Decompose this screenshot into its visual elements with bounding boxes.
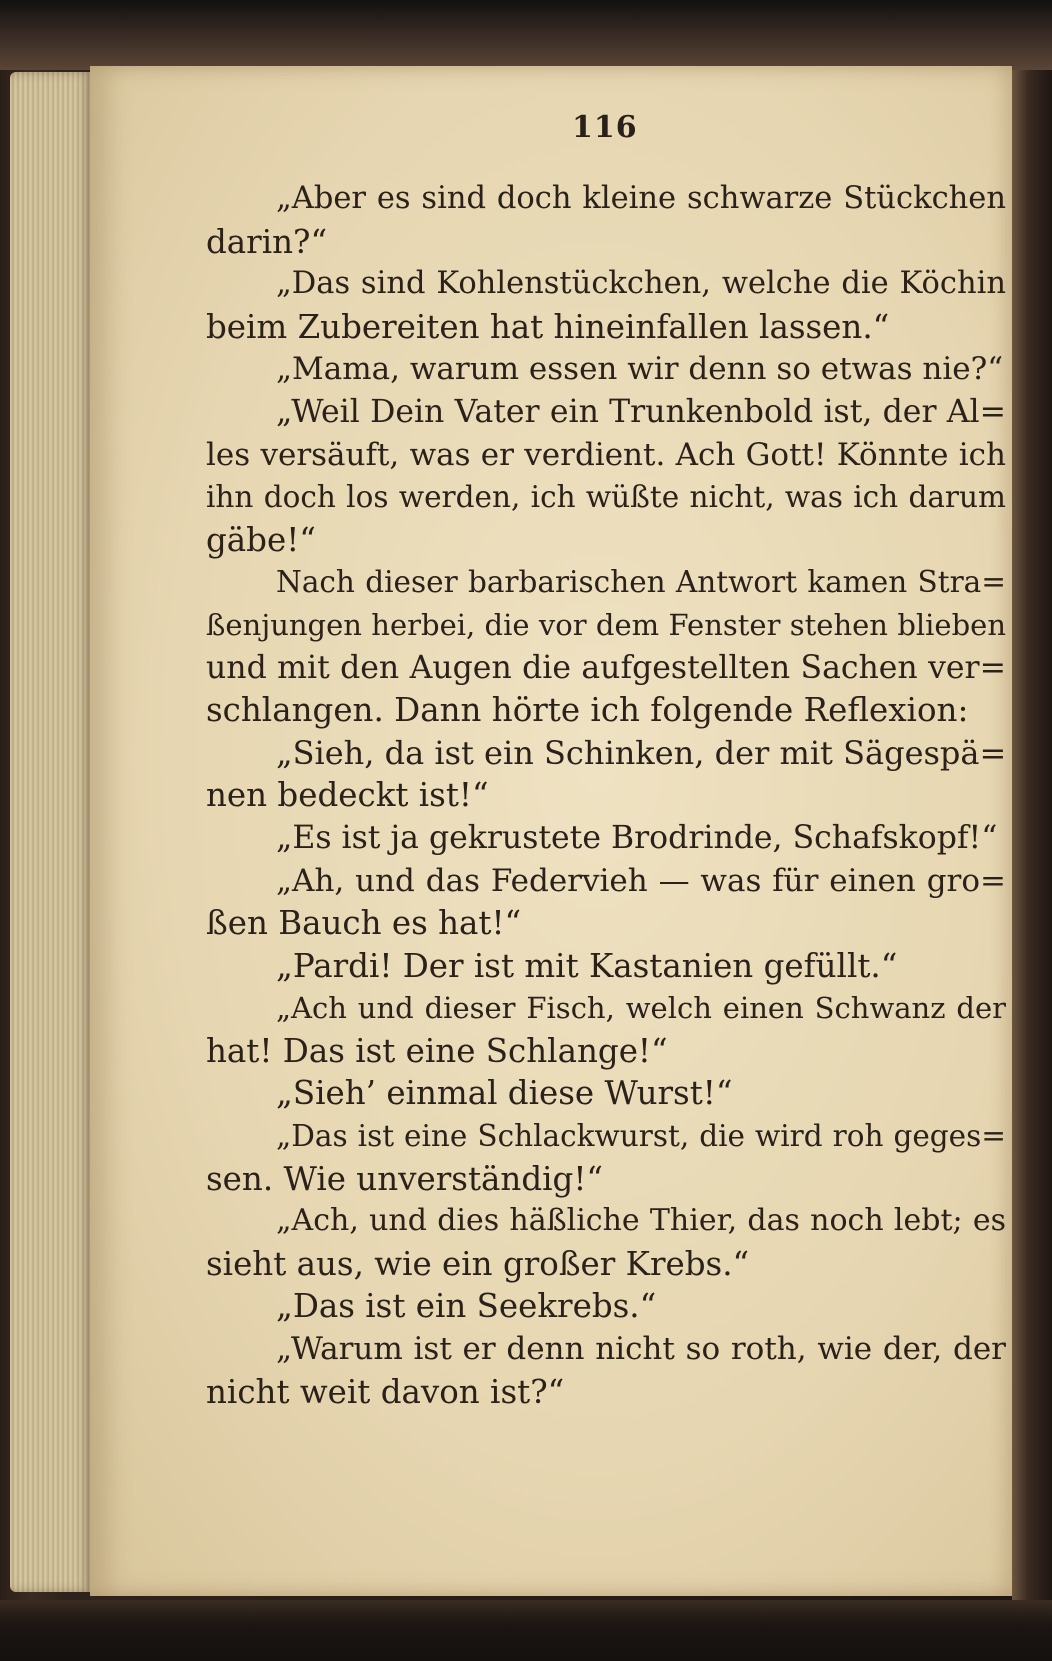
text-line: sen. Wie unverständig!“ — [206, 1159, 604, 1198]
text-line: „Ach, und dies häßliche Thier, das noch lebt; es — [276, 1203, 1006, 1239]
text-line: „Pardi! Der ist mit Kastanien gefüllt.“ — [276, 946, 898, 985]
text-line: hat! Das ist eine Schlange!“ — [206, 1031, 668, 1070]
text-line: „Das ist eine Schlackwurst, die wird roh geges= — [276, 1119, 1006, 1154]
text-line: Nach dieser barbarischen Antwort kamen Stra= — [276, 565, 1006, 600]
text-line: „Das sind Kohlenstückchen, welche die Köchin — [276, 266, 1006, 302]
text-line: „Das ist ein Seekrebs.“ — [276, 1287, 657, 1326]
text-line: gäbe!“ — [206, 520, 316, 559]
text-line: beim Zubereiten hat hineinfallen lassen.“ — [206, 307, 890, 346]
text-line: ßen Bauch es hat!“ — [206, 904, 522, 943]
page-body-text — [206, 178, 1006, 1413]
text-line: „Sieh, da ist ein Schinken, der mit Sägespä= — [276, 733, 1007, 772]
book-cover-top-edge — [0, 0, 1052, 70]
text-line: und mit den Augen die aufgestellten Sachen ver= — [206, 649, 1006, 686]
text-line: ihn doch los werden, ich wüßte nicht, was ich darum — [206, 480, 1006, 515]
text-line: „Weil Dein Vater ein Trunkenbold ist, der Al= — [276, 393, 1006, 430]
page-right-edge — [1012, 70, 1052, 1600]
text-line: „Mama, warum essen wir denn so etwas nie?“ — [276, 351, 1004, 388]
text-line: sieht aus, wie ein großer Krebs.“ — [206, 1244, 750, 1283]
text-line: les versäuft, was er verdient. Ach Gott! Könnte ich — [206, 436, 1006, 473]
text-line: schlangen. Dann hörte ich folgende Reflexion: — [206, 691, 969, 730]
text-line: „Ah, und das Federvieh — was für einen gro= — [276, 862, 1006, 899]
text-line: „Sieh’ einmal diese Wurst!“ — [276, 1074, 733, 1113]
left-page-stack — [10, 72, 92, 1592]
text-line: „Es ist ja gekrustete Brodrinde, Schafskopf!“ — [276, 819, 998, 856]
book-cover-bottom-edge — [0, 1600, 1052, 1661]
page-number: 116 — [572, 110, 638, 145]
text-line: „Aber es sind doch kleine schwarze Stückchen — [276, 181, 1006, 216]
text-line: „Warum ist er denn nicht so roth, wie der, der — [276, 1331, 1006, 1368]
text-line: nen bedeckt ist!“ — [206, 776, 489, 815]
text-line: ßenjungen herbei, die vor dem Fenster stehen blieben — [206, 607, 1006, 642]
text-line: darin?“ — [206, 222, 328, 261]
text-line: „Ach und dieser Fisch, welch einen Schwanz der — [276, 991, 1006, 1026]
text-line: nicht weit davon ist?“ — [206, 1372, 565, 1411]
